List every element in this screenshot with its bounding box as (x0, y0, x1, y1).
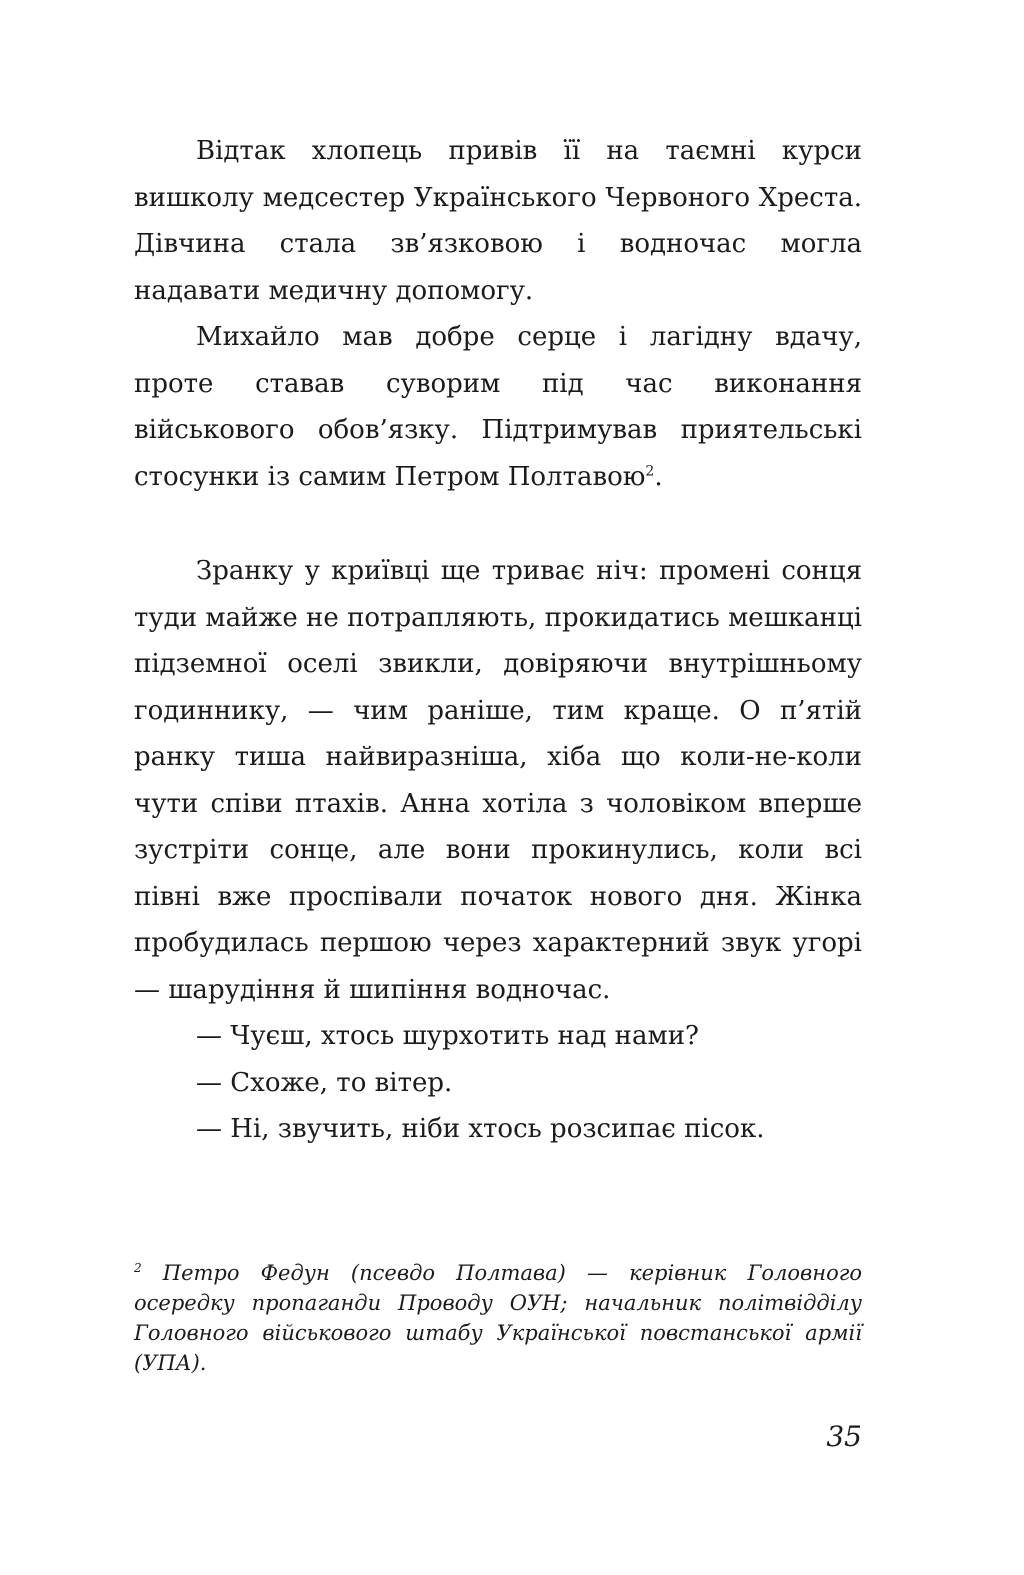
paragraph-2-end: . (654, 461, 663, 492)
page-number: 35 (826, 1420, 862, 1453)
dialogue-line-2: — Схоже, то вітер. (196, 1067, 453, 1098)
page-body (134, 128, 862, 1153)
paragraph-3: Зранку у криївці ще триває ніч: промені сонця туди майже не потрапляють, прокидатись мешканці підземної оселі звикли, довіряючи внутрішньому годиннику, — чим раніше, тим краще. О п’ятій ранку тиша найвиразніша, хіба що коли-не-коли чути співи птахів. Анна хотіла з чоловіком вперше зустріти сонце, але вони прокинулись, коли всі півні вже проспівали початок нового дня. Жінка пробудилась першою через характерний звук угорі — шарудіння й шипіння водночас. (134, 556, 862, 1005)
section-break (134, 500, 862, 548)
paragraph-2-text: Михайло мав добре серце і лагідну вдачу, проте ставав суворим під час виконання військового обов’язку. Підтримував приятельські стосунки із самим Петром Полтавою (134, 322, 862, 492)
dialogue-line-3: — Ні, звучить, ніби хтось розсипає пісок. (196, 1114, 765, 1144)
paragraph-2 (134, 314, 862, 500)
footnote-text: Петро Федун (псевдо Полтава) — керівник Головного осередку пропаганди Проводу ОУН; начальник політвідділу Головного військового штабу Української повстанської армії (УПА). (134, 1261, 862, 1375)
footnote-reference: 2 (645, 462, 655, 479)
dialogue-line-1: — Чуєш, хтось шурхотить над нами? (196, 1021, 699, 1051)
footnote (134, 1258, 862, 1378)
paragraph-1: Відтак хлопець привів її на таємні курси вишколу медсестер Українського Червоного Хреста. Дівчина стала зв’язковою і водночас могла надавати медичну допомогу. (134, 136, 862, 306)
footnote-number: 2 (134, 1261, 142, 1275)
